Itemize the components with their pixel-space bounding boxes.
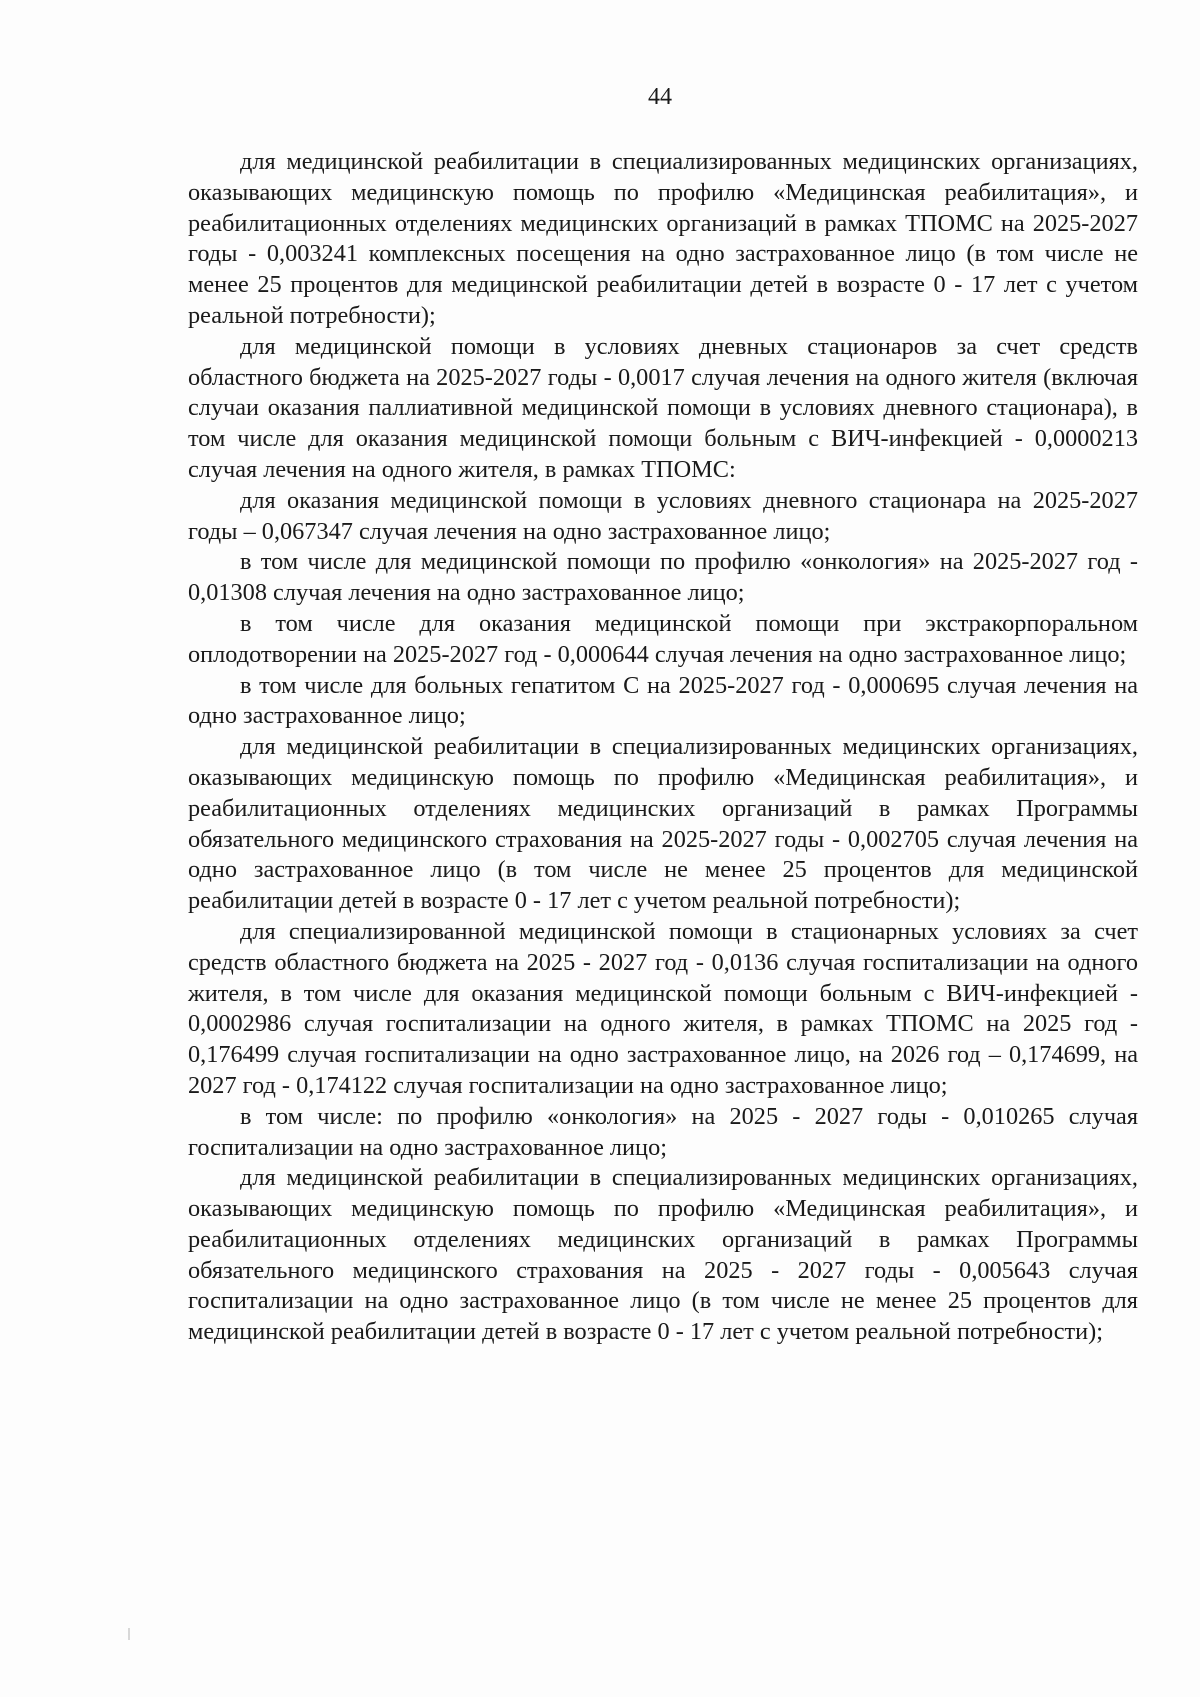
paragraph-inpatient-rehab: для медицинской реабилитации в специализированных медицинских организациях, оказывающих медицинскую помощь по профилю «Медицинская реабилитация», и реабилитационных отделениях медицинских организаций в рамках Программы обязательного медицинского страхования на 2025 - 2027 годы - 0,005643 случая госпитализации на одно застрахованное лицо (в том числе не менее 25 процентов для медицинской реабилитации детей в возрасте 0 - 17 лет с учетом реальной потребности); xyxy=(188,1164,1138,1346)
page-number: 44 xyxy=(648,84,672,110)
paragraph-day-hospital-oncology: в том числе для медицинской помощи по профилю «онкология» на 2025-2027 год - 0,01308 случая лечения на одно застрахованное лицо; xyxy=(188,548,1138,607)
paragraph-rehab-outpatient: для медицинской реабилитации в специализированных медицинских организациях, оказывающих медицинскую помощь по профилю «Медицинская реабилитация», и реабилитационных отделениях медицинских организаций в рамках ТПОМС на 2025-2027 годы - 0,003241 комплексных посещения на одно застрахованное лицо (в том числе не менее 25 процентов для медицинской реабилитации детей в возрасте 0 - 17 лет с учетом реальной потребности); xyxy=(188,148,1138,329)
paragraph-day-hospital-regional-budget: для медицинской помощи в условиях дневных стационаров за счет средств областного бюджета на 2025-2027 годы - 0,0017 случая лечения на одного жителя (включая случаи оказания паллиативной медицинской помощи в условиях дневного стационара), в том числе для оказания медицинской помощи больным с ВИЧ-инфекцией - 0,0000213 случая лечения на одного жителя, в рамках ТПОМС: xyxy=(188,332,1138,483)
paragraph-day-hospital-hepatitis-c: в том числе для больных гепатитом С на 2025-2027 год - 0,000695 случая лечения на одно застрахованное лицо; xyxy=(188,671,1138,730)
paragraph-inpatient-oncology: в том числе: по профилю «онкология» на 2025 - 2027 годы - 0,010265 случая госпитализации на одно застрахованное лицо; xyxy=(188,1102,1138,1161)
document-body xyxy=(188,147,1138,1348)
paragraph-day-hospital-ivf: в том числе для оказания медицинской помощи при экстракорпоральном оплодотворении на 2025-2027 год - 0,000644 случая лечения на одно застрахованное лицо; xyxy=(188,609,1138,668)
paragraph-day-hospital-rehab: для медицинской реабилитации в специализированных медицинских организациях, оказывающих медицинскую помощь по профилю «Медицинская реабилитация», и реабилитационных отделениях медицинских организаций в рамках Программы обязательного медицинского страхования на 2025-2027 годы - 0,002705 случая лечения на одно застрахованное лицо (в том числе не менее 25 процентов для медицинской реабилитации детей в возрасте 0 - 17 лет с учетом реальной потребности); xyxy=(188,733,1138,915)
paragraph-day-hospital-tpoms: для оказания медицинской помощи в условиях дневного стационара на 2025-2027 годы – 0,067347 случая лечения на одно застрахованное лицо; xyxy=(188,486,1138,545)
paragraph-inpatient-specialized: для специализированной медицинской помощи в стационарных условиях за счет средств областного бюджета на 2025 - 2027 год - 0,0136 случая госпитализации на одного жителя, в том числе для оказания медицинской помощи больным с ВИЧ-инфекцией - 0,0002986 случая госпитализации на одного жителя, в рамках ТПОМС на 2025 год - 0,176499 случая госпитализации на одно застрахованное лицо, на 2026 год – 0,174699, на 2027 год - 0,174122 случая госпитализации на одно застрахованное лицо; xyxy=(188,917,1138,1099)
scan-artifact xyxy=(128,1628,130,1640)
